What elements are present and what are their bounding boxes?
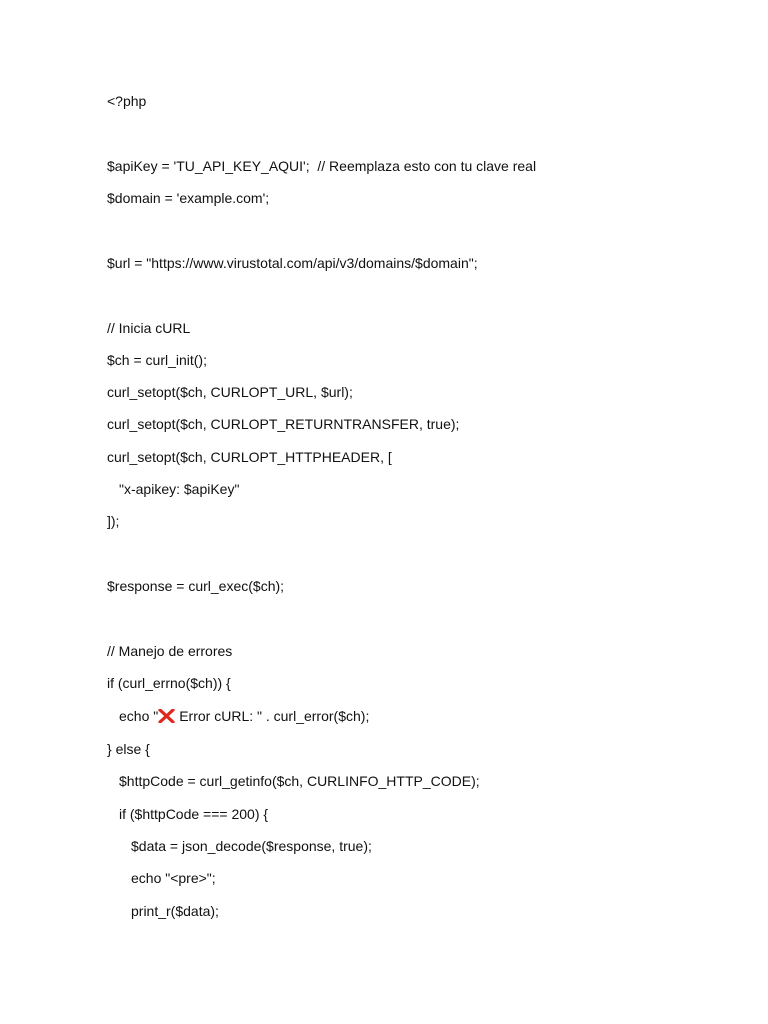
code-line-if-200: if ($httpCode === 200) { — [119, 806, 269, 822]
code-line-header-value: "x-apikey: $apiKey" — [119, 481, 240, 497]
code-line-comment-init: // Inicia cURL — [107, 320, 191, 336]
code-line-echo-error — [119, 707, 369, 725]
code-line-print-r: print_r($data); — [131, 903, 219, 919]
code-line-array-close: ]); — [107, 513, 120, 529]
code-line-else: } else { — [107, 741, 150, 757]
code-line-setopt-httpheader: curl_setopt($ch, CURLOPT_HTTPHEADER, [ — [107, 449, 392, 465]
code-line-comment-errors: // Manejo de errores — [107, 643, 233, 659]
code-line-echo-pre: echo "<pre>"; — [131, 870, 216, 886]
cross-mark-icon — [158, 709, 175, 723]
echo-error-suffix: Error cURL: " . curl_error($ch); — [179, 708, 370, 724]
echo-error-prefix: echo " — [119, 708, 159, 724]
code-line-httpcode: $httpCode = curl_getinfo($ch, CURLINFO_HTTP_CODE); — [119, 773, 480, 789]
code-line-if-errno: if (curl_errno($ch)) { — [107, 675, 231, 691]
code-line-setopt-url: curl_setopt($ch, CURLOPT_URL, $url); — [107, 384, 353, 400]
code-line-apikey: $apiKey = 'TU_API_KEY_AQUI'; // Reemplaza esto con tu clave real — [107, 158, 537, 174]
code-line-php-open: <?php — [107, 93, 147, 109]
code-line-curl-init: $ch = curl_init(); — [107, 352, 207, 368]
code-line-response: $response = curl_exec($ch); — [107, 578, 285, 594]
code-line-json-decode: $data = json_decode($response, true); — [131, 838, 372, 854]
code-line-setopt-returntransfer: curl_setopt($ch, CURLOPT_RETURNTRANSFER, true); — [107, 416, 460, 432]
code-line-domain: $domain = 'example.com'; — [107, 190, 270, 206]
code-line-url: $url = "https://www.virustotal.com/api/v3/domains/$domain"; — [107, 255, 478, 271]
